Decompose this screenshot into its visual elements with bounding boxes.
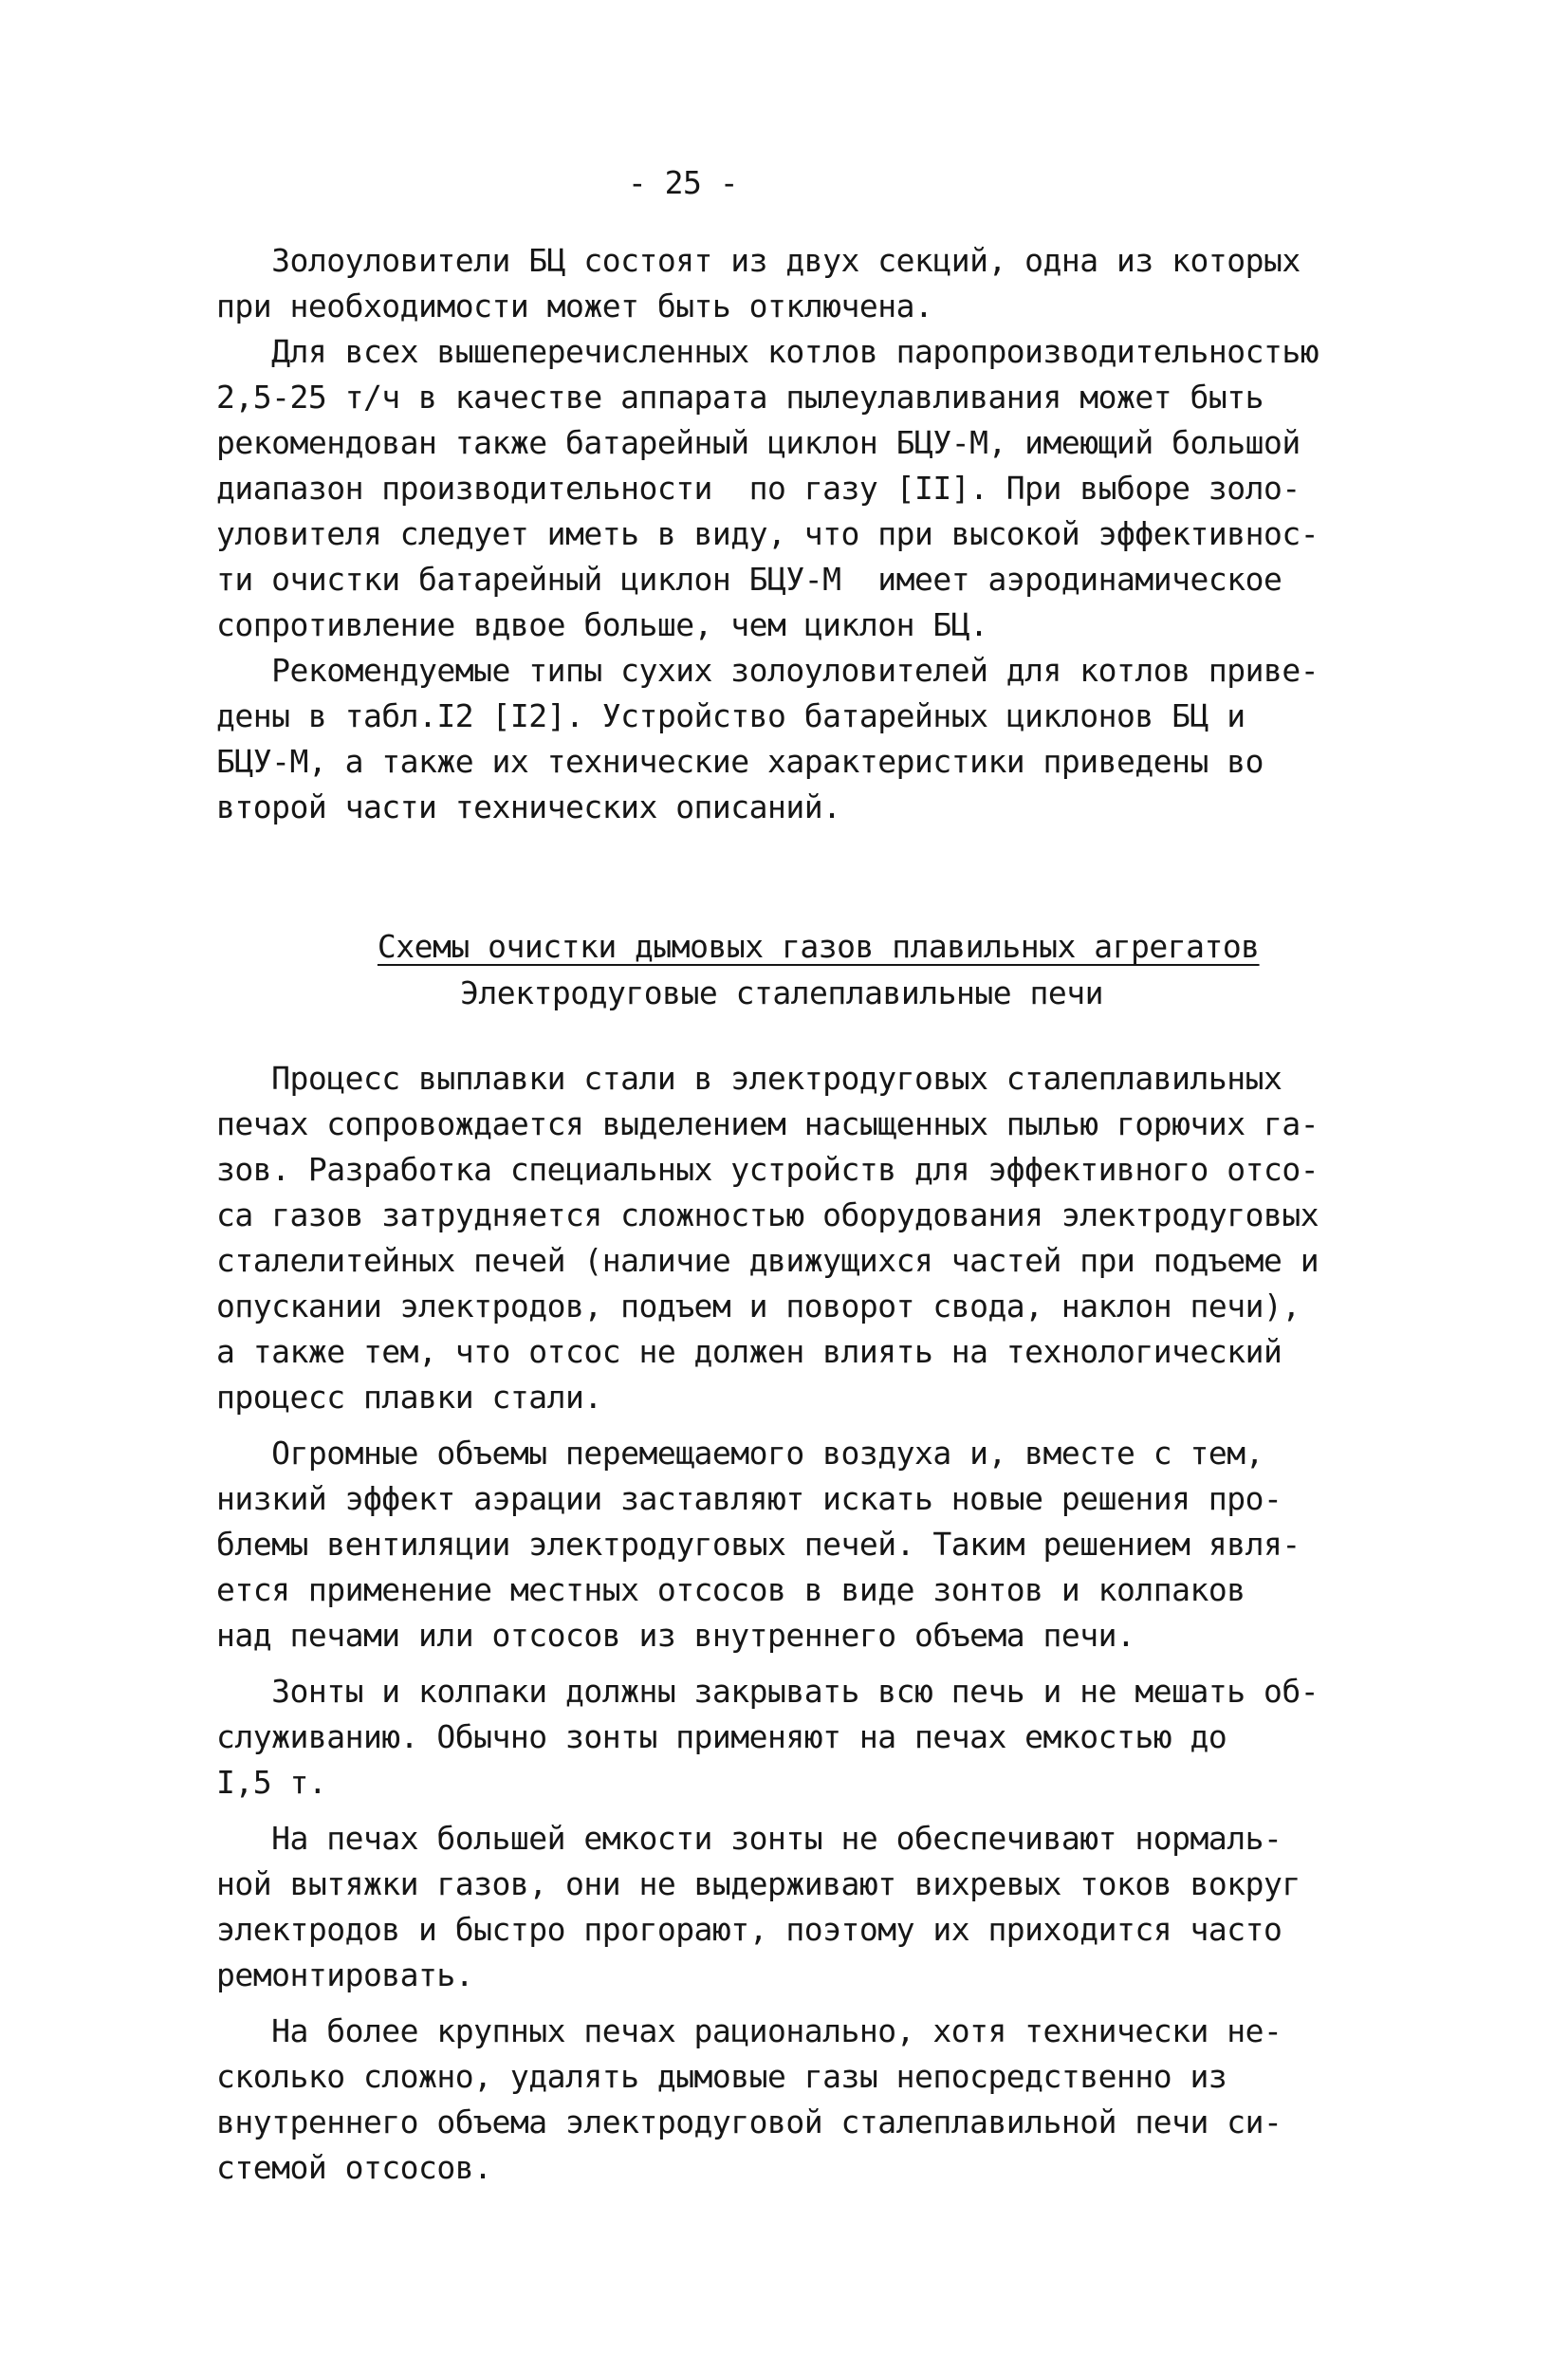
- text-line: диапазон производительности по газу [II]. При выборе золо-: [216, 470, 1301, 507]
- text-line: стемой отсосов.: [216, 2149, 492, 2186]
- text-line: уловителя следует иметь в виду, что при высокой эффективнос-: [216, 515, 1319, 552]
- text-line: опускании электродов, подъем и поворот свода, наклон печи),: [216, 1288, 1301, 1325]
- text-line: ется применение местных отсосов в виде зонтов и колпаков: [216, 1571, 1245, 1608]
- text-line: над печами или отсосов из внутреннего объема печи.: [216, 1617, 1135, 1654]
- text-line: Золоуловители БЦ состоят из двух секций, одна из которых: [216, 242, 1301, 279]
- text-line: зов. Разработка специальных устройств для эффективного отсо-: [216, 1151, 1319, 1188]
- text-line: рекомендован также батарейный циклон БЦУ-М, имеющий большой: [216, 424, 1301, 461]
- text-line: внутреннего объема электродуговой сталеплавильной печи си-: [216, 2103, 1282, 2140]
- text-line: печах сопровождается выделением насыщенных пылью горючих га-: [216, 1105, 1319, 1142]
- text-line: низкий эффект аэрации заставляют искать новые решения про-: [216, 1480, 1282, 1517]
- text-line: На печах большей емкости зонты не обеспечивают нормаль-: [216, 1820, 1282, 1857]
- text-line: Для всех вышеперечисленных котлов паропроизводительностью: [216, 333, 1319, 370]
- text-line: Рекомендуемые типы сухих золоуловителей для котлов приве-: [216, 652, 1319, 689]
- text-line: процесс плавки стали.: [216, 1379, 602, 1416]
- text-line: На более крупных печах рационально, хотя технически не-: [216, 2012, 1282, 2049]
- text-line: служиванию. Обычно зонты применяют на печах емкостью до: [216, 1718, 1227, 1755]
- text-line: электродов и быстро прогорают, поэтому их приходится часто: [216, 1911, 1282, 1948]
- text-line: ремонтировать.: [216, 1956, 474, 1993]
- text-line: дены в табл.I2 [I2]. Устройство батарейных циклонов БЦ и: [216, 697, 1245, 734]
- text-line: Процесс выплавки стали в электродуговых сталеплавильных: [216, 1060, 1282, 1097]
- text-line: Огромные объемы перемещаемого воздуха и, вместе с тем,: [216, 1435, 1264, 1472]
- text-line: сопротивление вдвое больше, чем циклон БЦ.: [216, 606, 988, 643]
- section-heading: [216, 881, 1347, 965]
- page-number: - 25 -: [627, 164, 739, 201]
- text-line: 2,5-25 т/ч в качестве аппарата пылеулавливания может быть: [216, 379, 1264, 416]
- section-heading-text: Схемы очистки дымовых газов плавильных агрегатов: [377, 928, 1260, 965]
- text-line: при необходимости может быть отключена.: [216, 287, 933, 324]
- text-line: а также тем, что отсос не должен влиять на технологический: [216, 1333, 1282, 1370]
- text-line: I,5 т.: [216, 1764, 327, 1801]
- text-line: са газов затрудняется сложностью оборудования электродуговых: [216, 1196, 1319, 1233]
- text-line: Зонты и колпаки должны закрывать всю печь и не мешать об-: [216, 1673, 1319, 1710]
- text-line: ти очистки батарейный циклон БЦУ-М имеет аэродинамическое: [216, 561, 1282, 598]
- text-line: сколько сложно, удалять дымовые газы непосредственно из: [216, 2058, 1227, 2095]
- text-line: БЦУ-М, а также их технические характеристики приведены во: [216, 743, 1264, 780]
- text-line: второй части технических описаний.: [216, 788, 841, 825]
- text-line: ной вытяжки газов, они не выдерживают вихревых токов вокруг: [216, 1865, 1301, 1902]
- text-line: сталелитейных печей (наличие движущихся частей при подъеме и: [216, 1242, 1319, 1279]
- subsection-heading: Электродуговые сталеплавильные печи: [460, 974, 1103, 1011]
- text-line: блемы вентиляции электродуговых печей. Таким решением явля-: [216, 1526, 1301, 1563]
